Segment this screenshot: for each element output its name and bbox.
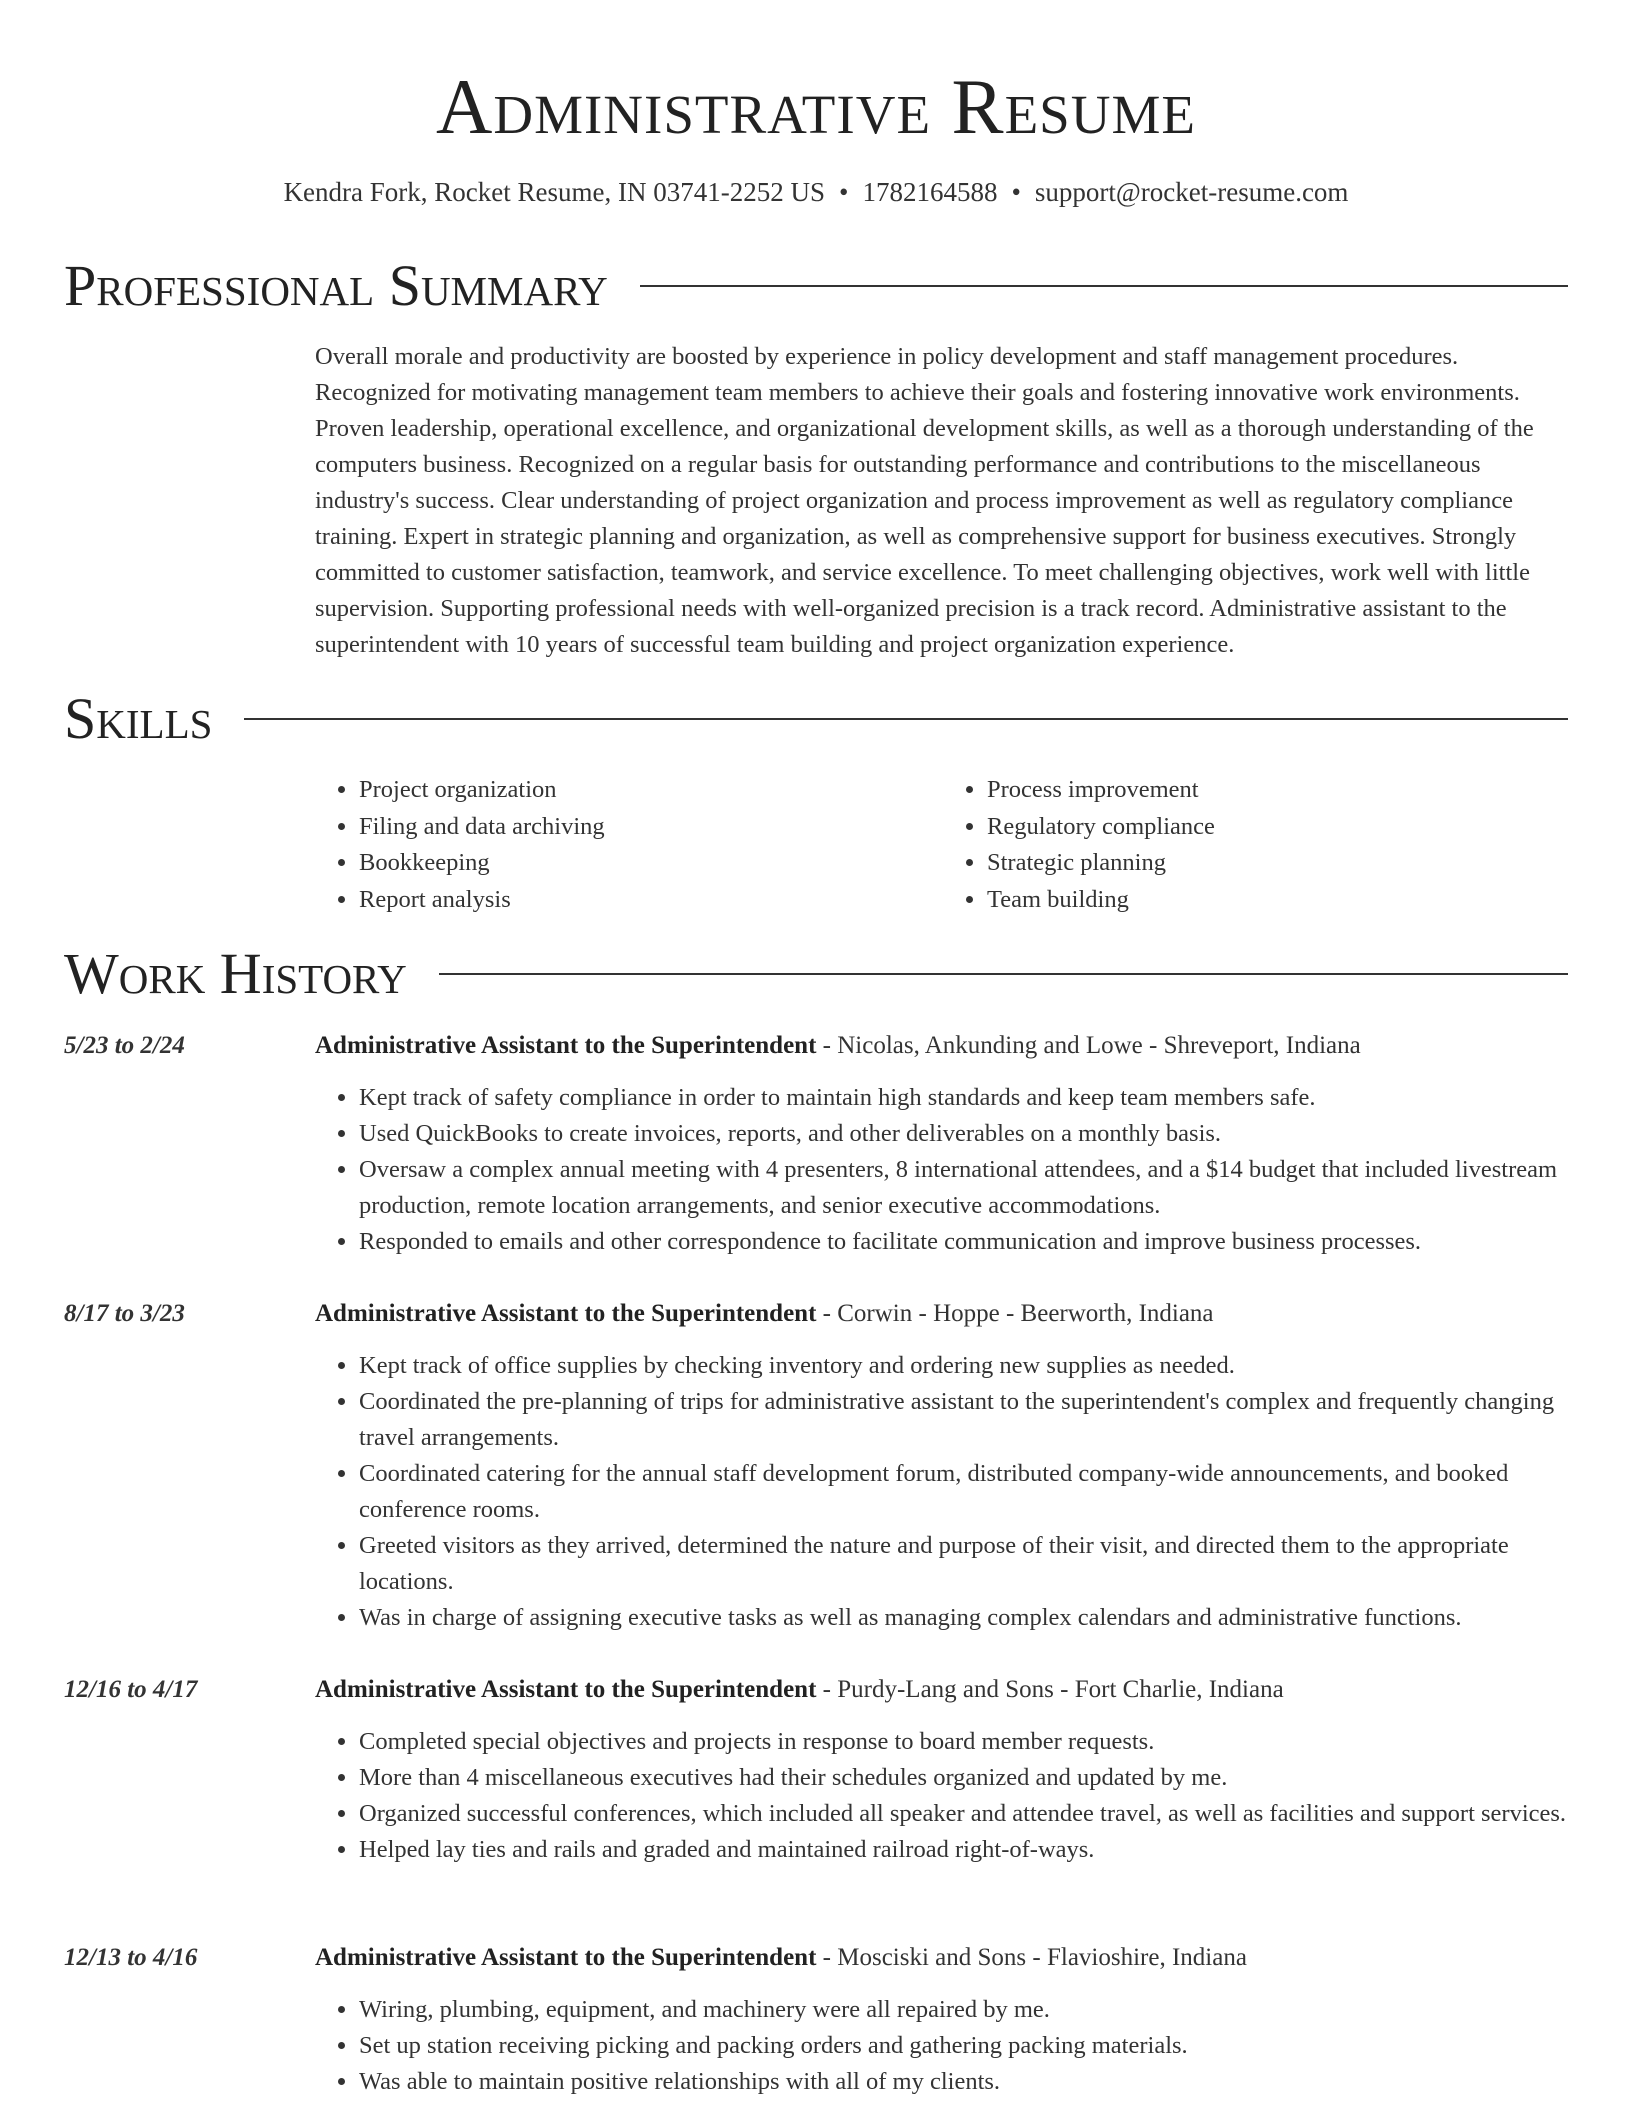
employer-location: - Nicolas, Ankunding and Lowe - Shreveport, Indiana [816, 1032, 1361, 1059]
job-title: Administrative Assistant to the Superintendent [315, 1300, 817, 1327]
summary-line: training. Expert in strategic planning and organization, as well as comprehensive support for business executives. Strongly [315, 523, 1517, 550]
summary-line: superintendent with 10 years of successful team building and project organization experience. [315, 631, 1235, 658]
summary-line: Proven leadership, operational excellence, and organizational development skills, as well as a thorough understanding of the [315, 415, 1534, 442]
skill-item: • Filing and data archiving [359, 809, 932, 846]
skills-column-left [315, 772, 932, 918]
skill-item: • Strategic planning [987, 845, 1560, 882]
work-bullet: • Completed special objectives and projects in response to board member requests. [359, 1724, 1577, 1760]
work-header [315, 1940, 1247, 1976]
section-title-skills: Skills [64, 686, 213, 751]
section-header-summary [64, 253, 1568, 319]
summary-line: industry's success. Clear understanding of project organization and process improvement as well as regulatory compliance [315, 487, 1513, 514]
work-bullet: • Helped lay ties and rails and graded and maintained railroad right-of-ways. [359, 1832, 1577, 1868]
work-bullets [315, 1992, 1577, 2100]
work-bullet: • Greeted visitors as they arrived, determined the nature and purpose of their visit, and directed them to the appropriate locations. [359, 1528, 1577, 1600]
work-dates: 5/23 to 2/24 [64, 1032, 185, 1059]
separator-bullet: • [1011, 177, 1021, 207]
work-bullets [315, 1348, 1577, 1636]
skill-item: • Bookkeeping [359, 845, 932, 882]
work-header [315, 1028, 1361, 1064]
work-bullet: • Wiring, plumbing, equipment, and machinery were all repaired by me. [359, 1992, 1577, 2028]
work-bullet: • More than 4 miscellaneous executives had their schedules organized and updated by me. [359, 1760, 1577, 1796]
work-bullet: • Kept track of safety compliance in order to maintain high standards and keep team members safe. [359, 1080, 1577, 1116]
section-divider [244, 718, 1568, 720]
job-title: Administrative Assistant to the Superintendent [315, 1676, 817, 1703]
work-bullet: • Set up station receiving picking and packing orders and gathering packing materials. [359, 2028, 1577, 2064]
separator-bullet: • [839, 177, 849, 207]
skill-item: • Process improvement [987, 772, 1560, 809]
employer-location: - Mosciski and Sons - Flavioshire, Indiana [816, 1944, 1247, 1971]
summary-paragraph [315, 339, 1577, 663]
job-title: Administrative Assistant to the Superintendent [315, 1944, 817, 1971]
work-bullets [315, 1724, 1577, 1868]
summary-line: supervision. Supporting professional needs with well-organized precision is a track record. Administrative assistant to the [315, 595, 1507, 622]
contact-line [0, 174, 1632, 210]
skill-item: • Report analysis [359, 882, 932, 919]
work-bullet: • Kept track of office supplies by checking inventory and ordering new supplies as needed. [359, 1348, 1577, 1384]
job-title: Administrative Assistant to the Superintendent [315, 1032, 817, 1059]
skills-column-right [932, 772, 1560, 918]
employer-location: - Purdy-Lang and Sons - Fort Charlie, Indiana [816, 1676, 1284, 1703]
summary-line: committed to customer satisfaction, teamwork, and service excellence. To meet challenging objectives, work well with little [315, 559, 1530, 586]
work-bullet: • Used QuickBooks to create invoices, reports, and other deliverables on a monthly basis. [359, 1116, 1577, 1152]
section-header-skills [64, 686, 1568, 752]
contact-phone: 1782164588 [862, 177, 998, 207]
section-header-work [64, 941, 1568, 1007]
employer-location: - Corwin - Hoppe - Beerworth, Indiana [816, 1300, 1214, 1327]
section-divider [439, 973, 1568, 975]
work-header [315, 1296, 1214, 1332]
work-header [315, 1672, 1284, 1708]
work-bullet: • Oversaw a complex annual meeting with 4 presenters, 8 international attendees, and a $14 budget that included livestream production, remote location arrangements, and senior executive accommodations. [359, 1152, 1577, 1224]
document-title: Administrative Resume [436, 63, 1196, 150]
contact-address: Kendra Fork, Rocket Resume, IN 03741-2252 US [283, 177, 825, 207]
work-dates: 12/16 to 4/17 [64, 1676, 198, 1703]
work-bullet: • Organized successful conferences, which included all speaker and attendee travel, as well as facilities and support services. [359, 1796, 1577, 1832]
skill-item: • Project organization [359, 772, 932, 809]
summary-line: Recognized for motivating management team members to achieve their goals and fostering innovative work environments. [315, 379, 1520, 406]
work-bullet: • Was able to maintain positive relationships with all of my clients. [359, 2064, 1577, 2100]
skill-item: • Team building [987, 882, 1560, 919]
summary-line: Overall morale and productivity are boosted by experience in policy development and staff management procedures. [315, 343, 1459, 370]
work-dates: 8/17 to 3/23 [64, 1300, 185, 1327]
work-bullet: • Responded to emails and other correspondence to facilitate communication and improve business processes. [359, 1224, 1577, 1260]
work-bullet: • Coordinated the pre-planning of trips for administrative assistant to the superintendent's complex and frequently changing travel arrangements. [359, 1384, 1577, 1456]
work-bullet: • Coordinated catering for the annual staff development forum, distributed company-wide announcements, and booked conference rooms. [359, 1456, 1577, 1528]
summary-line: computers business. Recognized on a regular basis for outstanding performance and contributions to the miscellaneous [315, 451, 1481, 478]
contact-email: support@rocket-resume.com [1034, 177, 1349, 207]
section-title-summary: Professional Summary [64, 253, 608, 318]
work-bullet: • Was in charge of assigning executive tasks as well as managing complex calendars and administrative functions. [359, 1600, 1577, 1636]
skill-item: • Regulatory compliance [987, 809, 1560, 846]
section-title-work: Work History [64, 941, 407, 1006]
skills-list [315, 772, 1577, 918]
work-dates: 12/13 to 4/16 [64, 1944, 198, 1971]
section-divider [640, 285, 1568, 287]
work-bullets [315, 1080, 1577, 1260]
